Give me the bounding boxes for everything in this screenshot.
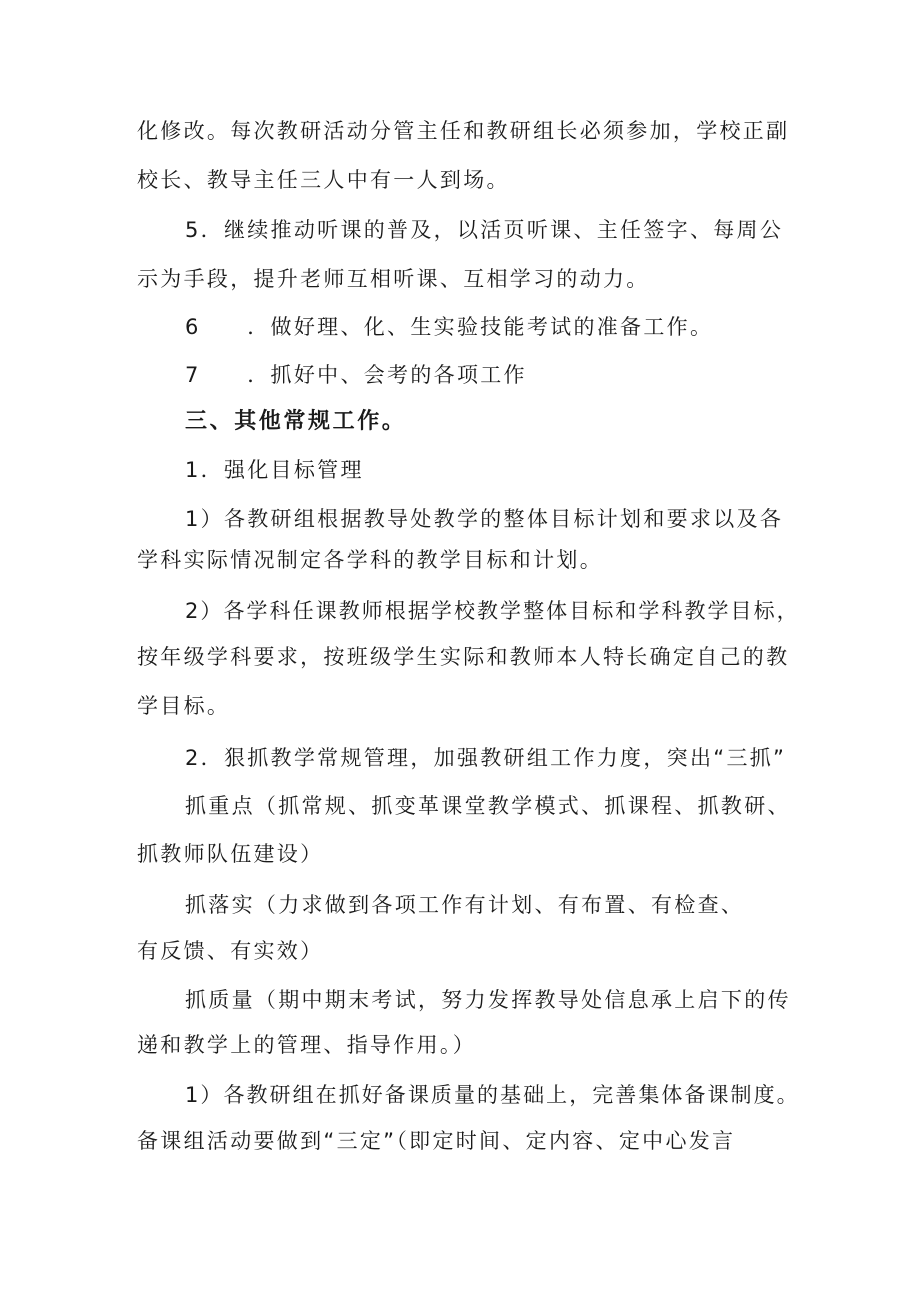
paragraph-line: 按年级学科要求，按班级学生实际和教师本人特长确定自己的教 [137, 645, 790, 669]
paragraph-line: 1．强化目标管理 [185, 458, 364, 482]
paragraph-line: 递和教学上的管理、指导作用。） [137, 1033, 476, 1057]
paragraph-line: 5．继续推动听课的普及，以活页听课、主任签字、每周公 [185, 218, 784, 242]
paragraph-line: 学科实际情况制定各学科的教学目标和计划。 [137, 548, 603, 572]
paragraph-line: 校长、教导主任三人中有一人到场。 [137, 168, 510, 192]
paragraph-line: 化修改。每次教研活动分管主任和教研组长必须参加，学校正副 [137, 119, 790, 143]
paragraph-line: 示为手段，提升老师互相听课、互相学习的动力。 [137, 267, 650, 291]
paragraph-line: 7 ．抓好中、会考的各项工作 [185, 363, 527, 387]
paragraph-line: 1）各教研组在抓好备课质量的基础上，完善集体备课制度。 [185, 1083, 800, 1107]
paragraph-line: 1）各教研组根据教导处教学的整体目标计划和要求以及各 [185, 507, 784, 531]
paragraph-line: 抓落实（力求做到各项工作有计划、有布置、有检查、 [185, 893, 745, 917]
paragraph-line: 有反馈、有实效） [137, 939, 324, 963]
section-heading: 三、其他常规工作。 [185, 409, 407, 434]
paragraph-line: 2）各学科任课教师根据学校教学整体目标和学科教学目标， [185, 599, 800, 623]
paragraph-line: 学目标。 [137, 694, 231, 718]
paragraph-line: 抓质量（期中期末考试，努力发挥教导处信息承上启下的传 [185, 988, 791, 1012]
paragraph-line: 抓教师队伍建设） [137, 842, 324, 866]
paragraph-line: 2．狠抓教学常规管理，加强教研组工作力度，突出“三抓” [185, 746, 787, 770]
paragraph-line: 备课组活动要做到“三定”（即定时间、定内容、定中心发言 [137, 1129, 736, 1153]
paragraph-line: 抓重点（抓常规、抓变革课堂教学模式、抓课程、抓教研、 [185, 794, 791, 818]
paragraph-line: 6 ．做好理、化、生实验技能考试的准备工作。 [185, 315, 714, 339]
